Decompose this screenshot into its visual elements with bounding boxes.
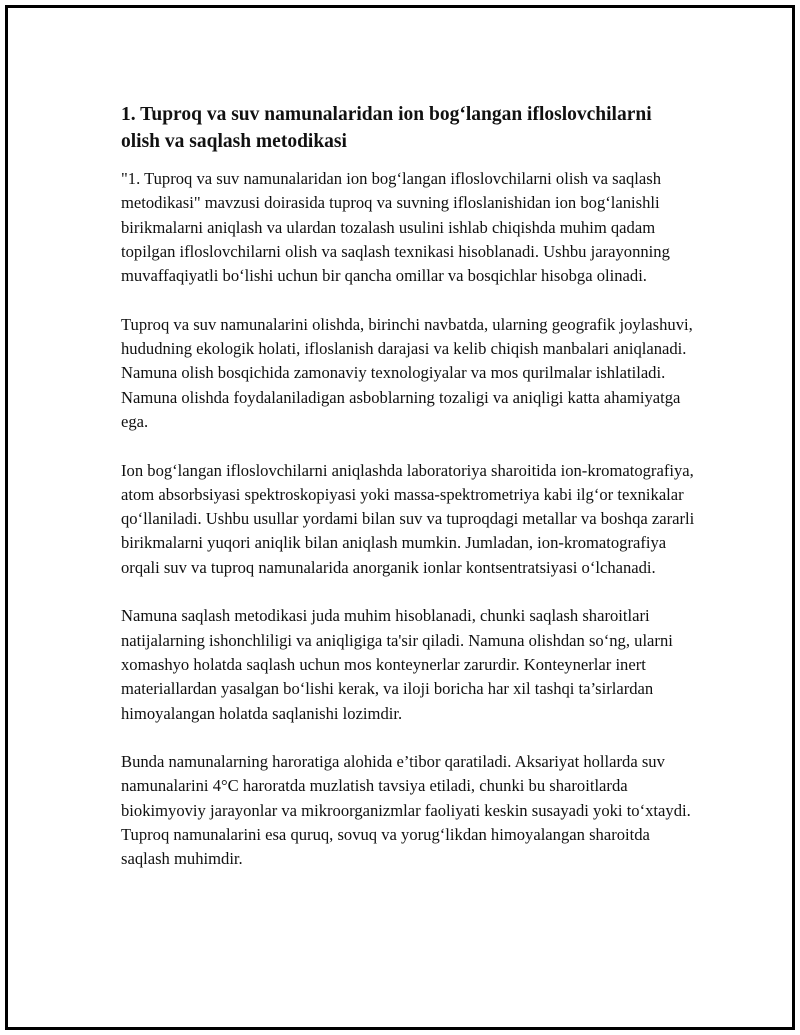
paragraph-4: Namuna saqlash metodikasi juda muhim hisoblanadi, chunki saqlash sharoitlari natijalarning ishonchliligi va aniqligiga ta'sir qiladi. Namuna olishdan so‘ng, ularni xomashyo holatda saqlash uchun mos konteynerlar zarurdir. Konteynerlar inert materiallardan yasalgan bo‘lishi kerak, va iloji boricha har xil tashqi ta’sirlardan himoyalangan holatda saqlanishi lozimdir. (121, 606, 673, 723)
section-title: 1. Tuproq va suv namunalaridan ion bog‘langan ifloslovchilarni olish va saqlash metodikasi (121, 104, 652, 152)
paragraph-3: Ion bog‘langan ifloslovchilarni aniqlashda laboratoriya sharoitida ion-kromatografiya, atom absorbsiyasi spektroskopiyasi yoki massa-spektrometriya kabi ilg‘or texnikalar qo‘llaniladi. Ushbu usullar yordami bilan suv va tuproqdagi metallar va boshqa zararli birikmalarni yuqori aniqlik bilan aniqlash mumkin. Jumladan, ion-kromatografiya orqali suv va tuproq namunalarida anorganik ionlar kontsentratsiyasi o‘lchanadi. (121, 460, 695, 577)
paragraph-1: "1. Tuproq va suv namunalaridan ion bog‘langan ifloslovchilarni olish va saqlash metodikasi" mavzusi doirasida tuproq va suvning ifloslanishidan ion bog‘lanishli birikmalarni aniqlash va ulardan tozalash usulini ishlab chiqishda muhim qadam topilgan ifloslovchilarni olish va saqlash texnikasi hisoblanadi. Ushbu jarayonning muvaffaqiyatli bo‘lishi uchun bir qancha omillar va bosqichlar hisobga olinadi. (121, 169, 670, 286)
paragraph-5: Bunda namunalarning haroratiga alohida e’tibor qaratiladi. Aksariyat hollarda suv namunalarini 4°C haroratda muzlatish tavsiya etiladi, chunki bu sharoitlarda biokimyoviy jarayonlar va mikroorganizmlar faoliyati keskin susayadi yoki to‘xtaydi. Tuproq namunalarini esa quruq, sovuq va yorug‘likdan himoyalangan sharoitda saqlash muhimdir. (121, 752, 691, 869)
document-content (121, 101, 695, 896)
document-page (5, 5, 795, 1030)
paragraph-2: Tuproq va suv namunalarini olishda, birinchi navbatda, ularning geografik joylashuvi, hududning ekologik holati, ifloslanish darajasi va kelib chiqish manbalari aniqlanadi. Namuna olish bosqichida zamonaviy texnologiyalar va mos qurilmalar ishlatiladi. Namuna olishda foydalaniladigan asboblarning tozaligi va aniqligi katta ahamiyatga ega. (121, 314, 693, 431)
